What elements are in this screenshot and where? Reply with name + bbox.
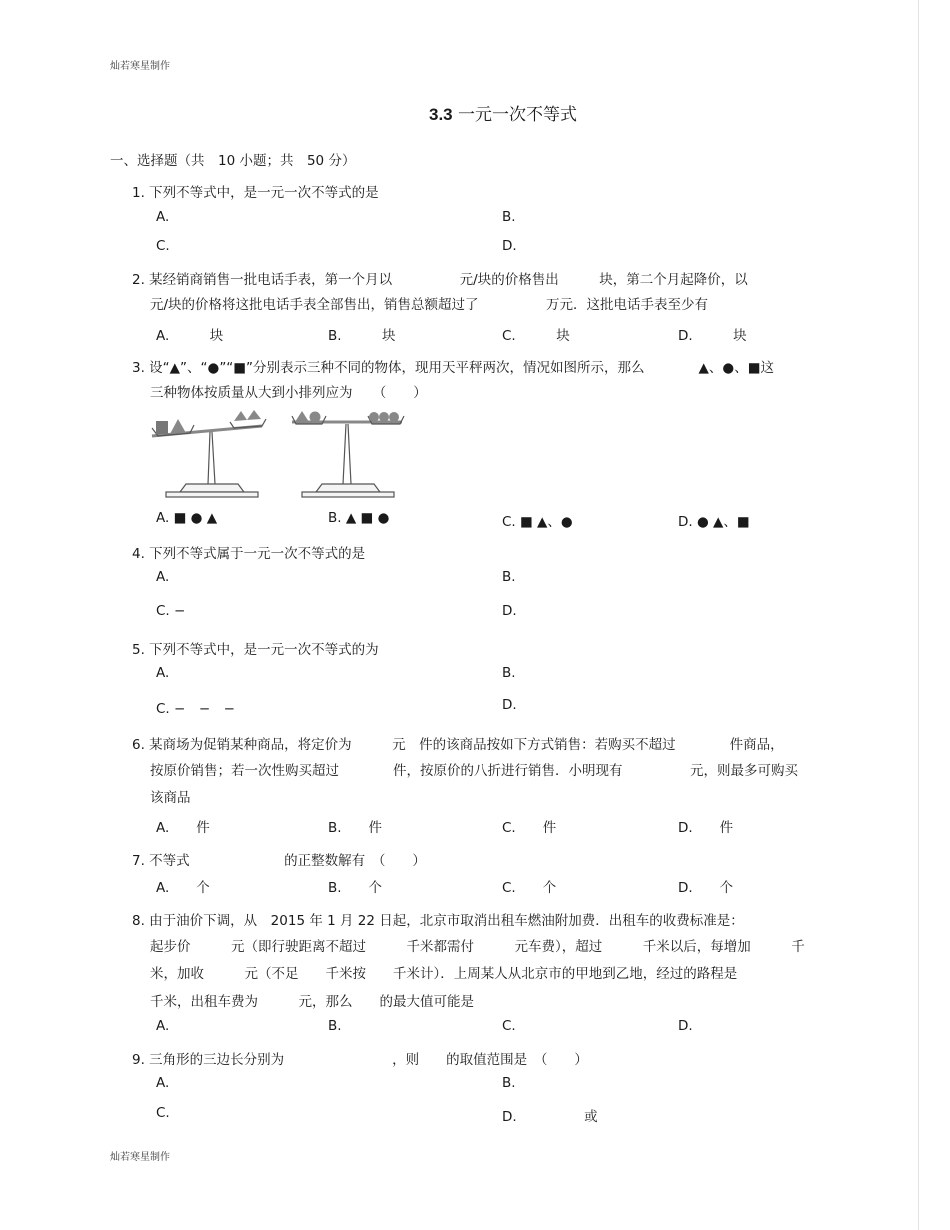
q9-stem: 9. 三角形的三边长分别为 ，则 的取值范围是 （ ） xyxy=(132,1052,588,1068)
q2-option-c: C. 块 xyxy=(502,328,570,344)
q5-option-c: C. − − − xyxy=(156,701,235,717)
q7-option-b: B. 个 xyxy=(328,880,383,896)
q8-option-d: D. xyxy=(678,1018,693,1034)
q4-option-a: A. xyxy=(156,569,170,585)
q3-option-a: A. ■ ● ▲ xyxy=(156,510,218,526)
q6-option-d: D. 件 xyxy=(678,820,734,836)
circle-shape xyxy=(379,412,389,422)
q9-option-b: B. xyxy=(502,1075,516,1091)
q6-stem-line1: 6. 某商场为促销某种商品，将定价为 元 件的该商品按如下方式销售：若购买不超过 件商品， xyxy=(132,737,784,753)
circle-shape xyxy=(369,412,379,422)
q2-option-a: A. 块 xyxy=(156,328,224,344)
triangle-shape xyxy=(247,410,261,420)
q7-option-a: A. 个 xyxy=(156,880,210,896)
q8-stem-line2: 起步价 元（即行驶距离不超过 千米都需付 元车费），超过 千米以后，每增加 千 xyxy=(150,939,805,955)
q1-option-d: D. xyxy=(502,238,517,254)
q9-option-a: A. xyxy=(156,1075,170,1091)
section-heading: 一、选择题（共 10 小题；共 50 分） xyxy=(110,153,356,169)
q5-option-b: B. xyxy=(502,665,516,681)
q1-option-b: B. xyxy=(502,209,516,225)
square-shape xyxy=(156,421,168,434)
triangle-shape xyxy=(234,411,247,421)
q4-option-c: C. − xyxy=(156,603,186,619)
q1-option-c: C. xyxy=(156,238,170,254)
q6-option-c: C. 件 xyxy=(502,820,557,836)
q3-option-d: D. ● ▲、■ xyxy=(678,514,750,530)
q8-stem-line1: 8. 由于油价下调，从 2015 年 1 月 22 日起，北京市取消出租车燃油附加费．出租车的收费标准是： xyxy=(132,913,744,929)
q8-option-a: A. xyxy=(156,1018,170,1034)
q1-option-a: A. xyxy=(156,209,170,225)
q6-stem-line2: 按原价销售；若一次性购买超过 件，按原价的八折进行销售．小明现有 元，则最多可购买 xyxy=(150,763,798,779)
q8-stem-line3: 米，加收 元（不足 千米按 千米计）．上周某人从北京市的甲地到乙地，经过的路程是 xyxy=(150,966,738,982)
q7-option-d: D. 个 xyxy=(678,880,734,896)
q3-option-b: B. ▲ ■ ● xyxy=(328,510,390,526)
q4-stem: 4. 下列不等式属于一元一次不等式的是 xyxy=(132,546,366,562)
page-edge xyxy=(918,0,919,1230)
q9-option-d: D. 或 xyxy=(502,1109,598,1125)
circle-shape xyxy=(310,412,321,423)
q8-option-c: C. xyxy=(502,1018,516,1034)
balance-scale-right xyxy=(292,416,404,497)
triangle-shape xyxy=(170,419,186,434)
title-text: 一元一次不等式 xyxy=(452,105,578,125)
q2-stem-line1: 2. 某经销商销售一批电话手表，第一个月以 元/块的价格售出 块，第二个月起降价，以 xyxy=(132,272,748,288)
q7-stem: 7. 不等式 的正整数解有 （ ） xyxy=(132,853,426,869)
q2-option-d: D. 块 xyxy=(678,328,747,344)
q2-option-b: B. 块 xyxy=(328,328,396,344)
q3-option-c: C. ■ ▲、● xyxy=(502,514,573,530)
q8-option-b: B. xyxy=(328,1018,342,1034)
q3-stem-line1: 3. 设“▲”、“●”“■”分别表示三种不同的物体，现用天平秤两次，情况如图所示，那么 ▲、●、■这 xyxy=(132,360,774,376)
q9-option-c: C. xyxy=(156,1105,170,1121)
page-footer: 灿若寒星制作 xyxy=(110,1152,170,1163)
q4-option-b: B. xyxy=(502,569,516,585)
triangle-shape xyxy=(295,411,309,422)
balance-scale-left xyxy=(152,419,266,497)
q3-stem-line2: 三种物体按质量从大到小排列应为 （ ） xyxy=(150,385,427,401)
q1-stem: 1. 下列不等式中，是一元一次不等式的是 xyxy=(132,185,379,201)
title-number: 3.3 xyxy=(429,105,453,124)
page-header: 灿若寒星制作 xyxy=(110,61,170,72)
circle-shape xyxy=(389,412,399,422)
balance-scale-figure xyxy=(150,408,410,503)
q5-option-a: A. xyxy=(156,665,170,681)
q8-stem-line4: 千米，出租车费为 元，那么 的最大值可能是 xyxy=(150,994,474,1010)
q6-option-a: A. 件 xyxy=(156,820,210,836)
q2-stem-line2: 元/块的价格将这批电话手表全部售出，销售总额超过了 万元．这批电话手表至少有 xyxy=(150,297,709,313)
page-title xyxy=(429,100,577,125)
q4-option-d: D. xyxy=(502,603,517,619)
q6-option-b: B. 件 xyxy=(328,820,383,836)
q6-stem-line3: 该商品 xyxy=(150,790,191,806)
q7-option-c: C. 个 xyxy=(502,880,557,896)
balance-scales-illustration xyxy=(150,408,410,503)
q5-option-d: D. xyxy=(502,697,517,713)
q5-stem: 5. 下列不等式中，是一元一次不等式的为 xyxy=(132,642,379,658)
